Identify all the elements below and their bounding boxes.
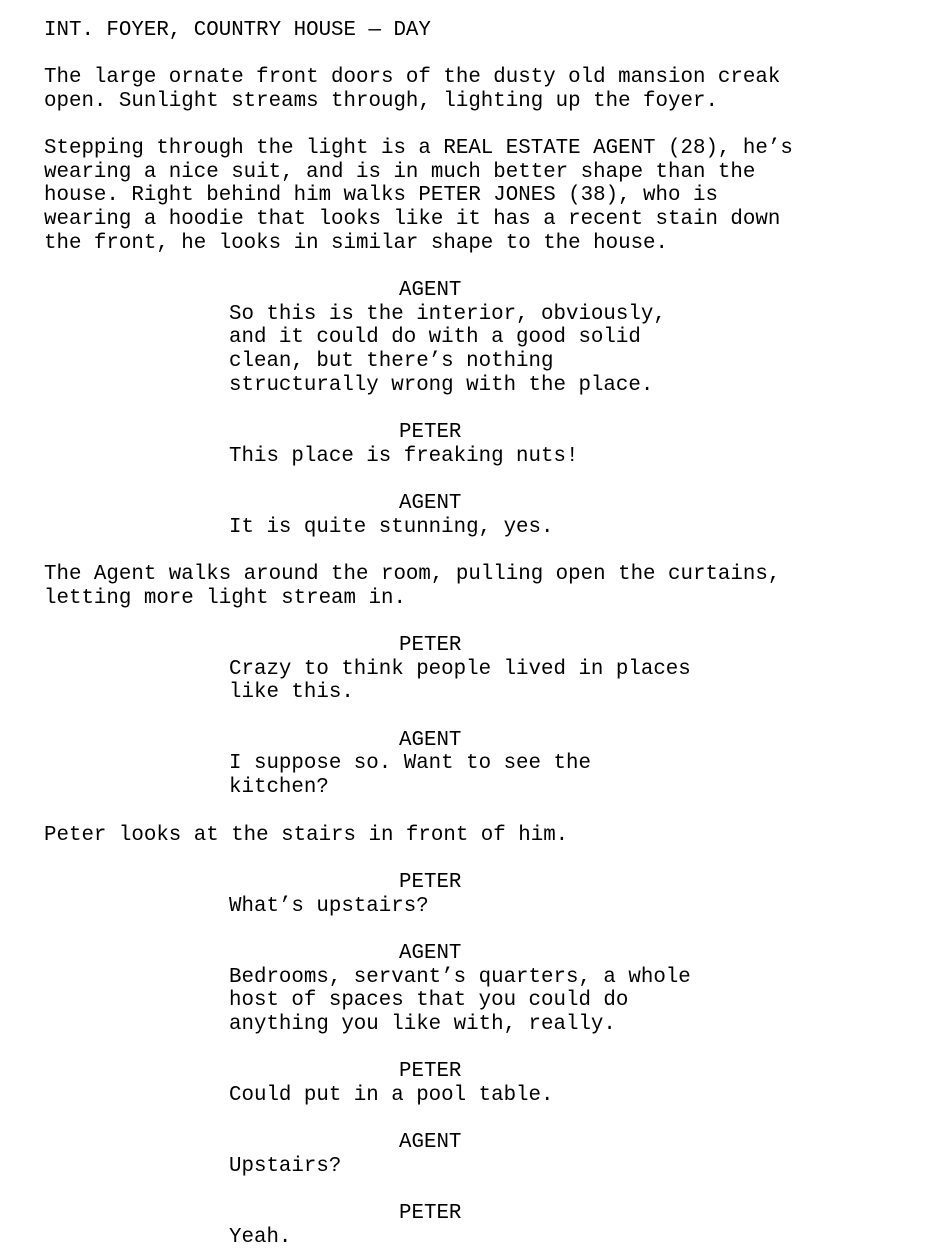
character-name: AGENT bbox=[399, 279, 462, 302]
dialogue-line: clean, but there’s nothing bbox=[229, 350, 554, 373]
character-name: PETER bbox=[399, 1060, 462, 1083]
dialogue-line: host of spaces that you could do bbox=[229, 989, 629, 1012]
dialogue-line: I suppose so. Want to see the bbox=[229, 752, 591, 775]
action-line: Stepping through the light is a REAL ESTATE AGENT (28), he’s bbox=[44, 137, 793, 160]
character-name: PETER bbox=[399, 871, 462, 894]
dialogue-line: structurally wrong with the place. bbox=[229, 374, 654, 397]
dialogue-line: So this is the interior, obviously, bbox=[229, 303, 666, 326]
character-name: AGENT bbox=[399, 492, 462, 515]
action-line: Peter looks at the stairs in front of him. bbox=[44, 824, 569, 847]
action-line: wearing a nice suit, and is in much better shape than the bbox=[44, 161, 756, 184]
dialogue-line: Yeah. bbox=[229, 1226, 292, 1249]
action-line: house. Right behind him walks PETER JONES (38), who is bbox=[44, 184, 718, 207]
character-name: AGENT bbox=[399, 1131, 462, 1154]
dialogue-line: Could put in a pool table. bbox=[229, 1084, 554, 1107]
character-name: PETER bbox=[399, 634, 462, 657]
dialogue-line: This place is freaking nuts! bbox=[229, 445, 579, 468]
action-line: The large ornate front doors of the dusty old mansion creak bbox=[44, 66, 781, 89]
character-name: PETER bbox=[399, 421, 462, 444]
action-line: open. Sunlight streams through, lighting up the foyer. bbox=[44, 90, 718, 113]
dialogue-line: Bedrooms, servant’s quarters, a whole bbox=[229, 966, 691, 989]
dialogue-line: What’s upstairs? bbox=[229, 895, 429, 918]
dialogue-line: anything you like with, really. bbox=[229, 1013, 616, 1036]
action-line: The Agent walks around the room, pulling open the curtains, bbox=[44, 563, 781, 586]
scene-heading: INT. FOYER, COUNTRY HOUSE — DAY bbox=[44, 19, 431, 42]
action-line: the front, he looks in similar shape to the house. bbox=[44, 232, 669, 255]
dialogue-line: kitchen? bbox=[229, 776, 329, 799]
dialogue-line: Crazy to think people lived in places bbox=[229, 658, 691, 681]
character-name: PETER bbox=[399, 1202, 462, 1225]
dialogue-line: Upstairs? bbox=[229, 1155, 342, 1178]
dialogue-line: and it could do with a good solid bbox=[229, 326, 641, 349]
dialogue-line: like this. bbox=[229, 681, 354, 704]
dialogue-line: It is quite stunning, yes. bbox=[229, 516, 554, 539]
character-name: AGENT bbox=[399, 942, 462, 965]
action-line: wearing a hoodie that looks like it has a recent stain down bbox=[44, 208, 781, 231]
action-line: letting more light stream in. bbox=[44, 587, 406, 610]
character-name: AGENT bbox=[399, 729, 462, 752]
